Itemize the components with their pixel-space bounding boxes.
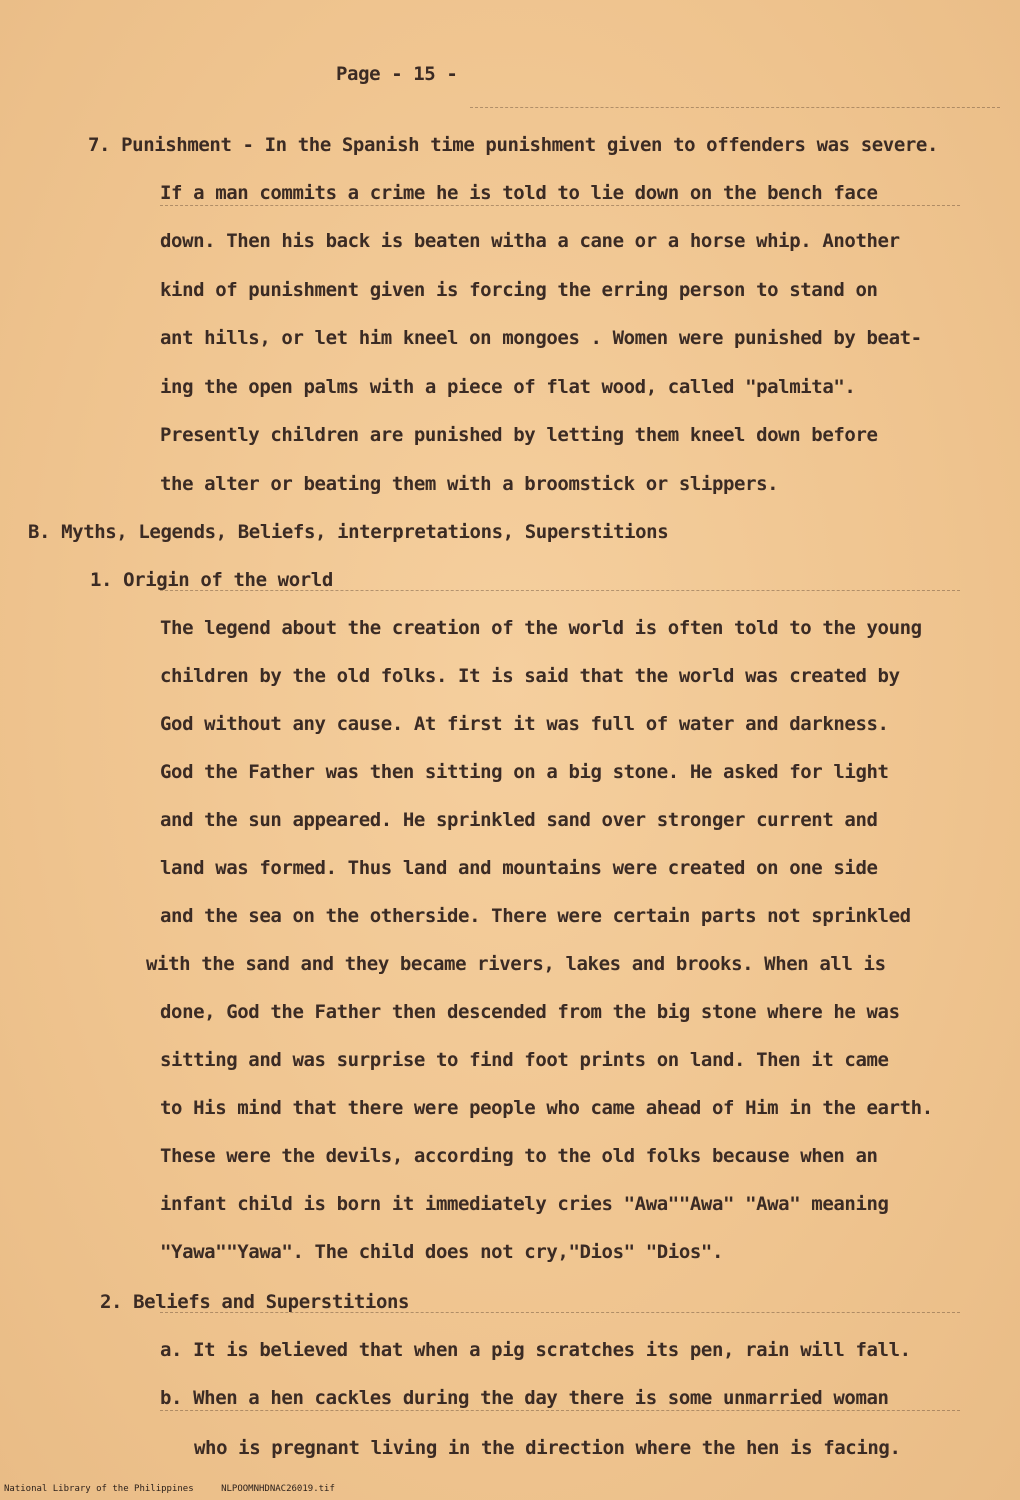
origin-line-14: "Yawa""Yawa". The child does not cry,"Dios" "Dios". <box>160 1241 723 1263</box>
punishment-line-1: 7. Punishment - In the Spanish time punishment given to offenders was severe. <box>88 134 939 156</box>
origin-line-6: land was formed. Thus land and mountains were created on one side <box>160 857 878 879</box>
punishment-line-2: If a man commits a crime he is told to lie down on the bench face <box>160 182 878 204</box>
guide-line <box>470 107 1000 109</box>
origin-line-12: These were the devils, according to the old folks because when an <box>160 1145 878 1167</box>
punishment-line-3: down. Then his back is beaten witha a cane or a horse whip. Another <box>160 230 900 252</box>
origin-line-5: and the sun appeared. He sprinkled sand over stronger current and <box>160 809 878 831</box>
origin-line-8: with the sand and they became rivers, lakes and brooks. When all is <box>146 953 886 975</box>
punishment-line-4: kind of punishment given is forcing the erring person to stand on <box>160 279 878 301</box>
origin-line-4: God the Father was then sitting on a big stone. He asked for light <box>160 761 889 783</box>
punishment-line-5: ant hills, or let him kneel on mongoes . Women were punished by beat- <box>160 327 922 349</box>
origin-line-9: done, God the Father then descended from the big stone where he was <box>160 1001 900 1023</box>
origin-line-2: children by the old folks. It is said that the world was created by <box>160 665 900 687</box>
scan-footer <box>4 1483 357 1495</box>
origin-heading: 1. Origin of the world <box>90 569 333 591</box>
punishment-line-8: the alter or beating them with a broomstick or slippers. <box>160 473 779 495</box>
footer-file-id: NLPOOMNHDNAC26019.tif <box>221 1484 335 1494</box>
belief-b-cont: who is pregnant living in the direction where the hen is facing. <box>194 1437 901 1459</box>
origin-line-3: God without any cause. At first it was full of water and darkness. <box>160 713 889 735</box>
punishment-line-7: Presently children are punished by letting them kneel down before <box>160 424 878 446</box>
guide-line <box>160 1410 960 1412</box>
beliefs-heading: 2. Beliefs and Superstitions <box>100 1291 410 1313</box>
origin-line-11: to His mind that there were people who came ahead of Him in the earth. <box>160 1097 933 1119</box>
belief-a: a. It is believed that when a pig scratches its pen, rain will fall. <box>160 1339 911 1361</box>
guide-line <box>160 1312 960 1314</box>
section-b-heading: B. Myths, Legends, Beliefs, interpretations, Superstitions <box>28 521 669 543</box>
footer-library: National Library of the Philippines <box>4 1484 194 1494</box>
page-number: Page - 15 - <box>336 63 458 85</box>
origin-line-7: and the sea on the otherside. There were certain parts not sprinkled <box>160 905 911 927</box>
origin-line-13: infant child is born it immediately cries "Awa""Awa" "Awa" meaning <box>160 1193 889 1215</box>
guide-line <box>160 590 960 592</box>
origin-line-10: sitting and was surprise to find foot prints on land. Then it came <box>160 1049 889 1071</box>
belief-b: b. When a hen cackles during the day there is some unmarried woman <box>160 1387 889 1409</box>
origin-line-1: The legend about the creation of the world is often told to the young <box>160 617 922 639</box>
guide-line <box>160 205 960 207</box>
punishment-line-6: ing the open palms with a piece of flat wood, called "palmita". <box>160 376 856 398</box>
